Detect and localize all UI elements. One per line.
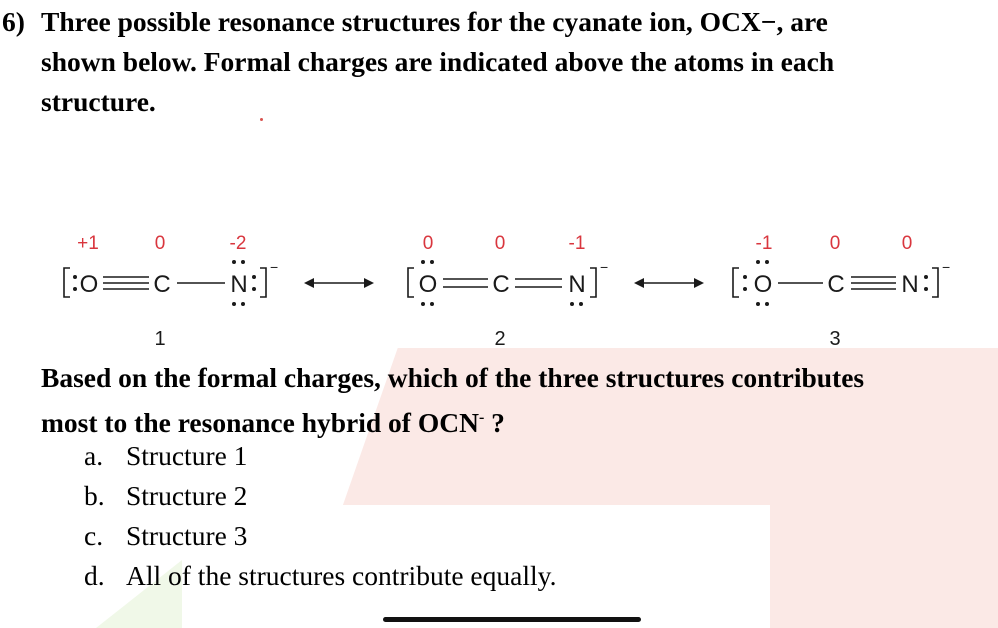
- question-line-3: structure.: [41, 86, 156, 117]
- resonance-arrow-2: [634, 278, 704, 288]
- resonance-arrow-1: [304, 278, 374, 288]
- s3-right-bracket: [932, 268, 938, 297]
- option-letter: c.: [84, 520, 104, 551]
- prompt-superscript: -: [478, 409, 485, 426]
- option-d[interactable]: [84, 556, 556, 596]
- option-text: Structure 2: [126, 480, 248, 511]
- s3-label: 3: [829, 328, 841, 350]
- s3-atom-n: N: [901, 271, 919, 298]
- s1-lone-pair: [252, 275, 256, 279]
- s1-lone-pair: [73, 287, 77, 291]
- s1-left-bracket: [64, 268, 70, 297]
- question-line-1: Three possible resonance structures for the cyanate ion, OCX−, are: [41, 6, 828, 37]
- s3-ion-charge: −: [942, 259, 951, 275]
- option-a[interactable]: [84, 436, 556, 476]
- option-letter: a.: [84, 440, 104, 471]
- s1-lone-pair: [73, 275, 77, 279]
- option-text: Structure 1: [126, 440, 248, 471]
- s3-atom-o: O: [753, 271, 773, 298]
- s1-lone-pair: [241, 302, 245, 306]
- s3-lone-pair: [743, 287, 747, 291]
- s2-atom-c: C: [492, 271, 510, 298]
- s2-atom-o: O: [418, 271, 438, 298]
- s3-lone-pair: [765, 302, 769, 306]
- question-line-2: shown below. Formal charges are indicated above the atoms in each: [41, 46, 835, 77]
- s2-lone-pair: [430, 302, 434, 306]
- s1-label: 1: [154, 328, 166, 350]
- prompt-line-2-main: most to the resonance hybrid of OCN: [41, 407, 479, 439]
- s1-right-bracket: [260, 268, 266, 297]
- home-indicator[interactable]: [383, 617, 641, 622]
- s1-lone-pair: [252, 287, 256, 291]
- option-b[interactable]: [84, 476, 556, 516]
- s3-atom-c: C: [827, 271, 845, 298]
- s3-lone-pair: [924, 275, 928, 279]
- answer-options: [84, 436, 556, 596]
- s1-atom-c: C: [153, 271, 171, 298]
- s2-lone-pair: [570, 302, 574, 306]
- s1-atom-n: N: [230, 271, 248, 298]
- option-letter: b.: [84, 480, 105, 511]
- s3-lone-pair: [765, 260, 769, 264]
- stray-mark: [260, 118, 263, 121]
- s3-charge-o: -1: [755, 233, 773, 254]
- structure-3: [733, 233, 950, 350]
- s2-lone-pair: [579, 302, 583, 306]
- s2-lone-pair: [421, 260, 425, 264]
- s1-ion-charge: −: [270, 259, 279, 275]
- option-text: All of the structures contribute equally.: [126, 560, 557, 591]
- question-number: 6): [2, 6, 25, 37]
- option-text: Structure 3: [126, 520, 248, 551]
- s3-left-bracket: [733, 268, 739, 297]
- s2-atom-n: N: [568, 271, 586, 298]
- s2-charge-n: -1: [568, 233, 586, 254]
- s3-lone-pair: [756, 302, 760, 306]
- s2-left-bracket: [408, 268, 414, 297]
- s1-charge-o: +1: [77, 233, 99, 254]
- option-c[interactable]: [84, 516, 556, 556]
- s1-atom-o: O: [79, 271, 99, 298]
- prompt-line-1: Based on the formal charges, which of the three structures contributes: [41, 362, 865, 393]
- s2-ion-charge: −: [600, 259, 609, 275]
- s3-charge-n: 0: [901, 233, 913, 254]
- s2-right-bracket: [590, 268, 596, 297]
- option-letter: d.: [84, 560, 105, 591]
- structure-2: [408, 233, 608, 350]
- prompt-text: [41, 358, 864, 443]
- s1-lone-pair: [241, 260, 245, 264]
- s3-lone-pair: [743, 275, 747, 279]
- s2-charge-c: 0: [494, 233, 506, 254]
- s1-lone-pair: [232, 302, 236, 306]
- s3-lone-pair: [756, 260, 760, 264]
- s2-label: 2: [494, 328, 506, 350]
- s2-lone-pair: [430, 260, 434, 264]
- s3-charge-c: 0: [829, 233, 841, 254]
- prompt-line-2-end: ?: [484, 407, 505, 439]
- s1-charge-c: 0: [154, 233, 166, 254]
- s3-lone-pair: [924, 287, 928, 291]
- s1-lone-pair: [232, 260, 236, 264]
- structure-1: [64, 233, 278, 350]
- s1-charge-n: -2: [229, 233, 247, 254]
- s2-charge-o: 0: [422, 233, 434, 254]
- s2-lone-pair: [421, 302, 425, 306]
